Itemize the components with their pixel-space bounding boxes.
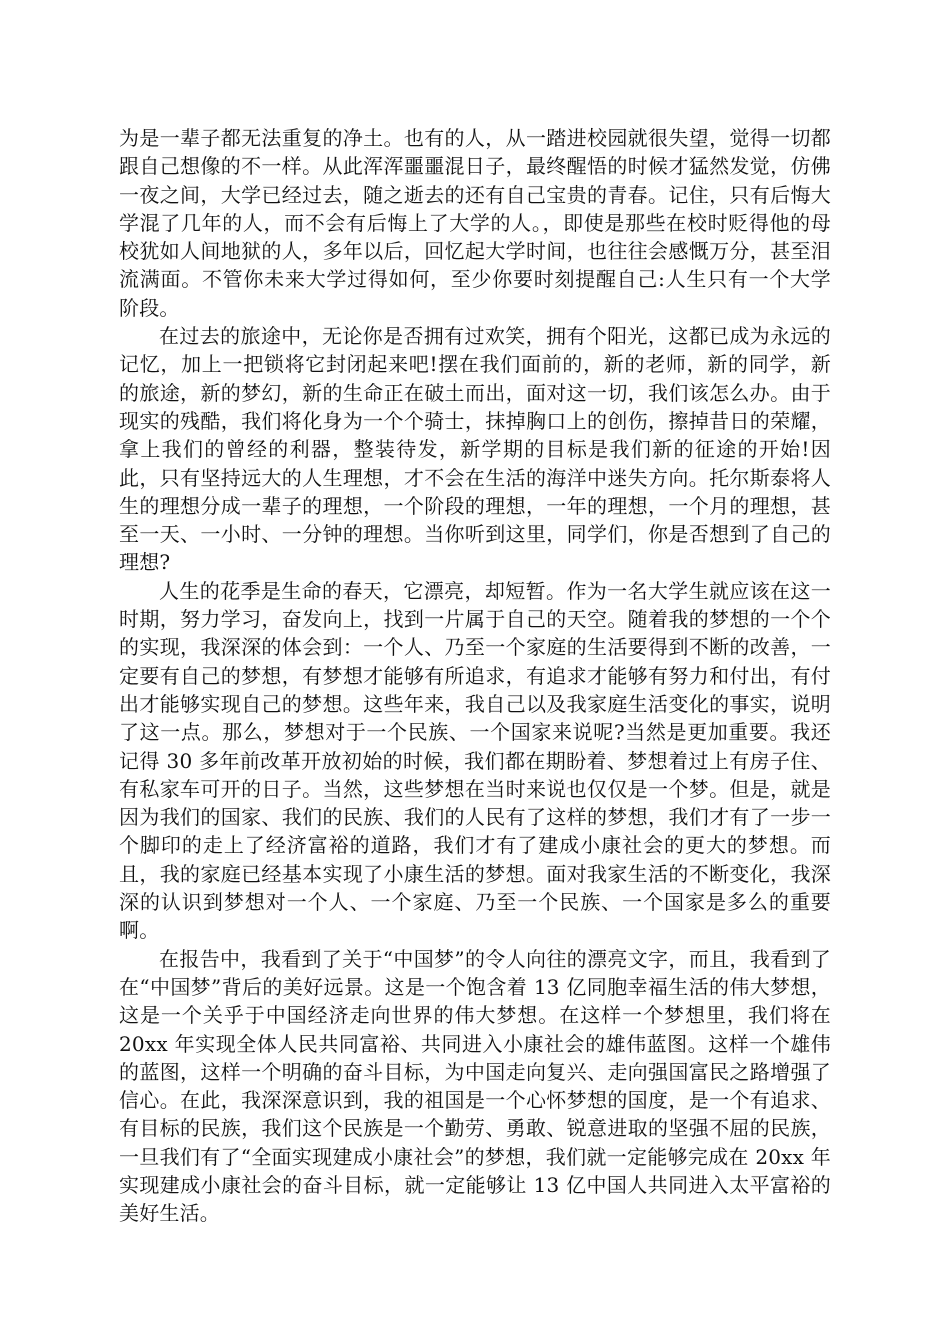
paragraph-4: 在报告中，我看到了关于“中国梦”的令人向往的漂亮文字，而且，我看到了在“中国梦”背后的美好远景。这是一个饱含着 13 亿同胞幸福生活的伟大梦想，这是一个关乎于中国经济走向世界的伟大梦想。在这样一个梦想里，我们将在 20xx 年实现全体人民共同富裕、共同进入小康社会的雄伟蓝图。这样一个雄伟的蓝图，这样一个明确的奋斗目标，为中国走向复兴、走向强国富民之路增强了信心。在此，我深深意识到，我的祖国是一个心怀梦想的国度，是一个有追求、有目标的民族，我们这个民族是一个勤劳、勇敢、锐意进取的坚强不屈的民族，一旦我们有了“全面实现建成小康社会”的梦想，我们就一定能够完成在 20xx 年实现建成小康社会的奋斗目标，就一定能够让 13 亿中国人共同进入太平富裕的美好生活。: [119, 946, 831, 1226]
paragraph-2: 在过去的旅途中，无论你是否拥有过欢笑，拥有个阳光，这都已成为永远的记忆，加上一把锁将它封闭起来吧!摆在我们面前的，新的老师，新的同学，新的旅途，新的梦幻，新的生命正在破土而出，面对这一切，我们该怎么办。由于现实的残酷，我们将化身为一个个骑士，抹掉胸口上的创伤，擦掉昔日的荣耀，拿上我们的曾经的利器，整装待发，新学期的目标是我们新的征途的开始!因此，只有坚持远大的人生理想，才不会在生活的海洋中迷失方向。托尔斯泰将人生的理想分成一辈子的理想，一个阶段的理想，一年的理想，一个月的理想，甚至一天、一小时、一分钟的理想。当你听到这里，同学们，你是否想到了自己的理想?: [119, 324, 831, 575]
paragraph-3: 人生的花季是生命的春天，它漂亮，却短暂。作为一名大学生就应该在这一时期，努力学习，奋发向上，找到一片属于自己的天空。随着我的梦想的一个个的实现，我深深的体会到：一个人、乃至一个家庭的生活要得到不断的改善，一定要有自己的梦想，有梦想才能够有所追求，有追求才能够有努力和付出，有付出才能够实现自己的梦想。这些年来，我自己以及我家庭生活变化的事实，说明了这一点。那么，梦想对于一个民族、一个国家来说呢?当然是更加重要。我还记得 30 多年前改革开放初始的时候，我们都在期盼着、梦想着过上有房子住、有私家车可开的日子。当然，这些梦想在当时来说也仅仅是一个梦。但是，就是因为我们的国家、我们的民族、我们的人民有了这样的梦想，我们才有了一步一个脚印的走上了经济富裕的道路，我们才有了建成小康社会的更大的梦想。而且，我的家庭已经基本实现了小康生活的梦想。面对我家生活的不断变化，我深深的认识到梦想对一个人、一个家庭、乃至一个民族、一个国家是多么的重要啊。: [119, 578, 831, 943]
paragraph-1: 为是一辈子都无法重复的净土。也有的人，从一踏进校园就很失望，觉得一切都跟自己想像的不一样。从此浑浑噩噩混日子，最终醒悟的时候才猛然发觉，仿佛一夜之间，大学已经过去，随之逝去的还有自己宝贵的青春。记住，只有后悔大学混了几年的人，而不会有后悔上了大学的人。，即使是那些在校时贬得他的母校犹如人间地狱的人，多年以后，回忆起大学时间，也往往会感慨万分，甚至泪流满面。不管你未来大学过得如何，至少你要时刻提醒自己:人生只有一个大学阶段。: [119, 126, 831, 320]
document-body: [119, 124, 831, 1228]
